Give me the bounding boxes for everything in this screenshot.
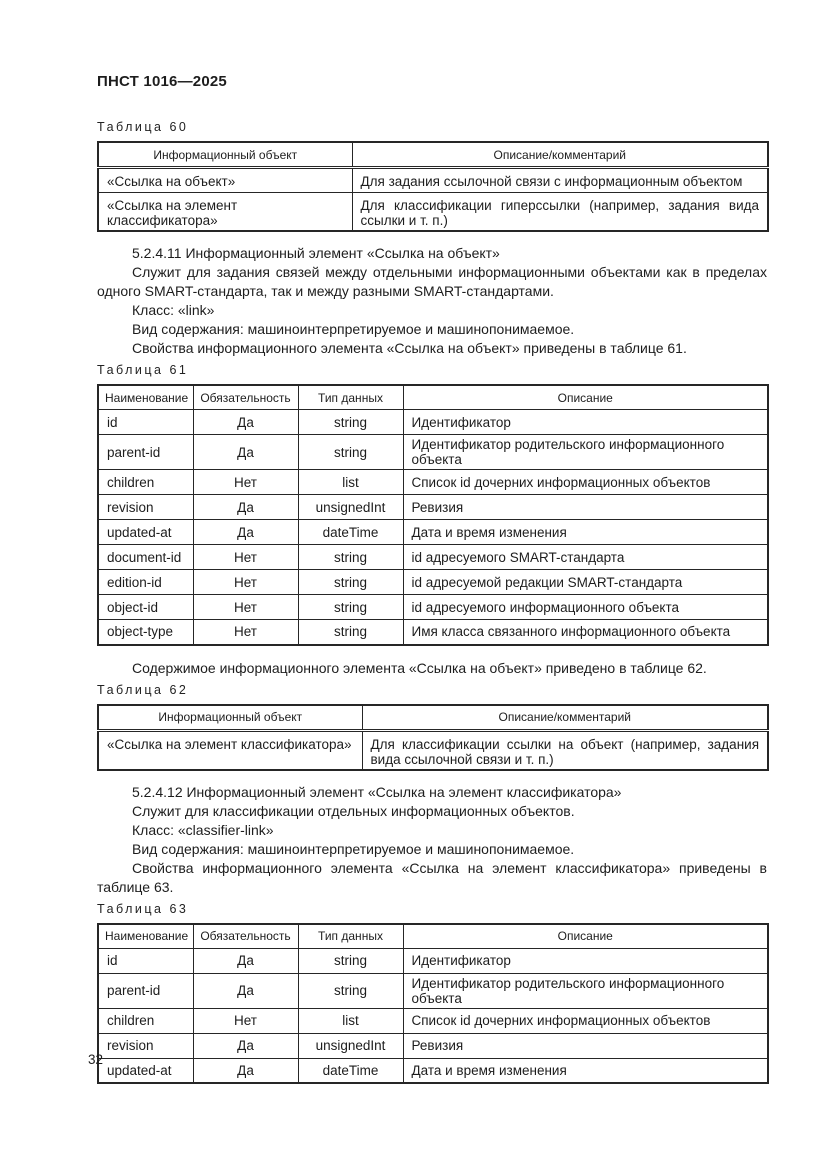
table-cell: Нет (193, 1008, 298, 1033)
table-61 (97, 384, 769, 646)
table-cell: list (298, 470, 403, 495)
document-code-header: ПНСТ 1016—2025 (97, 73, 227, 90)
table-cell: Нет (193, 570, 298, 595)
paragraph: Свойства информационного элемента «Ссылка на объект» приведены в таблице 61. (132, 340, 687, 356)
table-cell: Список id дочерних информационных объектов (403, 470, 768, 495)
subsection-heading: 5.2.4.11 Информационный элемент «Ссылка на объект» (132, 245, 500, 261)
table-cell: parent-id (98, 973, 193, 1008)
table-cell: Для классификации гиперссылки (например, задания вида ссылки и т. п.) (352, 193, 768, 232)
table-cell: string (298, 545, 403, 570)
table-cell: id адресуемой редакции SMART-стандарта (403, 570, 768, 595)
table-cell: id (98, 948, 193, 973)
table-cell: string (298, 570, 403, 595)
paragraph: Вид содержания: машиноинтерпретируемое и машинопонимаемое. (132, 840, 575, 857)
column-header: Описание (403, 924, 768, 949)
table-cell: string (298, 410, 403, 435)
column-header: Обязательность (193, 924, 298, 949)
column-header: Тип данных (298, 385, 403, 410)
table-cell: Идентификатор родительского информационного объекта (403, 435, 768, 470)
table-row (98, 570, 768, 595)
table-cell: string (298, 973, 403, 1008)
table-cell: «Ссылка на элемент классификатора» (98, 193, 352, 232)
table-cell: Нет (193, 470, 298, 495)
table-row (98, 470, 768, 495)
table-row (98, 730, 768, 770)
table-cell: Нет (193, 595, 298, 620)
between-paragraph-block (97, 659, 767, 678)
section-5-2-4-12 (97, 783, 767, 897)
table-row (98, 193, 768, 232)
section-5-2-4-11 (97, 244, 767, 358)
table-61-label: Таблица 61 (97, 363, 189, 377)
table-cell: id адресуемого информационного объекта (403, 595, 768, 620)
table-row (98, 1008, 768, 1033)
table-cell: id (98, 410, 193, 435)
table-cell: unsignedInt (298, 1033, 403, 1058)
subsection-heading: 5.2.4.12 Информационный элемент «Ссылка на элемент классификатора» (132, 783, 622, 800)
table-row (98, 620, 768, 645)
table-row (98, 410, 768, 435)
column-header: Тип данных (298, 924, 403, 949)
paragraph: Содержимое информационного элемента «Ссылка на объект» приведено в таблице 62. (132, 659, 707, 676)
table-cell: Дата и время изменения (403, 1058, 768, 1083)
table-row (98, 1058, 768, 1083)
table-row (98, 1033, 768, 1058)
table-row (98, 495, 768, 520)
table-header-row (98, 385, 768, 410)
table-cell: Да (193, 495, 298, 520)
table-cell: Да (193, 1058, 298, 1083)
page-number: 32 (88, 1052, 104, 1067)
table-cell: dateTime (298, 1058, 403, 1083)
table-row (98, 595, 768, 620)
table-cell: Нет (193, 545, 298, 570)
table-63-label: Таблица 63 (97, 901, 189, 916)
table-cell: object-type (98, 620, 193, 645)
table-cell: Да (193, 1033, 298, 1058)
table-header-row (98, 705, 768, 731)
paragraph: Свойства информационного элемента «Ссылка на элемент классификатора» приведены в таблице 63. (97, 859, 767, 895)
table-cell: document-id (98, 545, 193, 570)
table-cell: children (98, 1008, 193, 1033)
table-row (98, 973, 768, 1008)
table-cell: updated-at (98, 1058, 193, 1083)
paragraph: Класс: «classifier-link» (132, 821, 274, 838)
table-cell: Да (193, 435, 298, 470)
table-cell: string (298, 948, 403, 973)
paragraph: Вид содержания: машиноинтерпретируемое и машинопонимаемое. (132, 321, 575, 337)
table-cell: Да (193, 410, 298, 435)
table-header-row (98, 142, 768, 168)
table-cell: string (298, 435, 403, 470)
table-cell: Список id дочерних информационных объектов (403, 1008, 768, 1033)
table-header-row (98, 924, 768, 949)
column-header: Описание/комментарий (352, 142, 768, 168)
table-63 (97, 923, 769, 1085)
table-cell: dateTime (298, 520, 403, 545)
table-cell: Идентификатор (403, 410, 768, 435)
column-header: Наименование (98, 385, 193, 410)
table-cell: Дата и время изменения (403, 520, 768, 545)
table-cell: updated-at (98, 520, 193, 545)
table-cell: id адресуемого SMART-стандарта (403, 545, 768, 570)
table-row (98, 948, 768, 973)
table-cell: «Ссылка на элемент классификатора» (98, 730, 362, 770)
table-cell: Да (193, 520, 298, 545)
table-cell: Ревизия (403, 1033, 768, 1058)
column-header: Информационный объект (98, 142, 352, 168)
table-62-label: Таблица 62 (97, 682, 189, 697)
table-cell: Идентификатор (403, 948, 768, 973)
table-cell: revision (98, 1033, 193, 1058)
table-cell: string (298, 595, 403, 620)
table-cell: «Ссылка на объект» (98, 168, 352, 193)
column-header: Описание/комментарий (362, 705, 768, 731)
paragraph: Служит для классификации отдельных информационных объектов. (132, 802, 575, 819)
table-cell: Для классификации ссылки на объект (например, задания вида ссылочной связи и т. п.) (362, 730, 768, 770)
table-row (98, 168, 768, 193)
table-cell: Имя класса связанного информационного объекта (403, 620, 768, 645)
column-header: Обязательность (193, 385, 298, 410)
table-cell: Да (193, 948, 298, 973)
table-cell: Ревизия (403, 495, 768, 520)
table-row (98, 520, 768, 545)
table-cell: edition-id (98, 570, 193, 595)
table-cell: Идентификатор родительского информационного объекта (403, 973, 768, 1008)
paragraph: Служит для задания связей между отдельными информационными объектами как в пределах одного SMART-стандарта, так и между разными SMART-стандартами. (97, 264, 767, 299)
table-cell: Для задания ссылочной связи с информационным объектом (352, 168, 768, 193)
table-60 (97, 141, 769, 232)
table-cell: Нет (193, 620, 298, 645)
table-62 (97, 704, 769, 771)
table-cell: children (98, 470, 193, 495)
table-row (98, 545, 768, 570)
table-cell: parent-id (98, 435, 193, 470)
column-header: Наименование (98, 924, 193, 949)
paragraph: Класс: «link» (132, 302, 215, 318)
table-cell: revision (98, 495, 193, 520)
table-cell: list (298, 1008, 403, 1033)
table-row (98, 435, 768, 470)
table-60-label: Таблица 60 (97, 120, 189, 134)
table-cell: Да (193, 973, 298, 1008)
table-cell: object-id (98, 595, 193, 620)
table-cell: string (298, 620, 403, 645)
column-header: Описание (403, 385, 768, 410)
column-header: Информационный объект (98, 705, 362, 731)
table-cell: unsignedInt (298, 495, 403, 520)
